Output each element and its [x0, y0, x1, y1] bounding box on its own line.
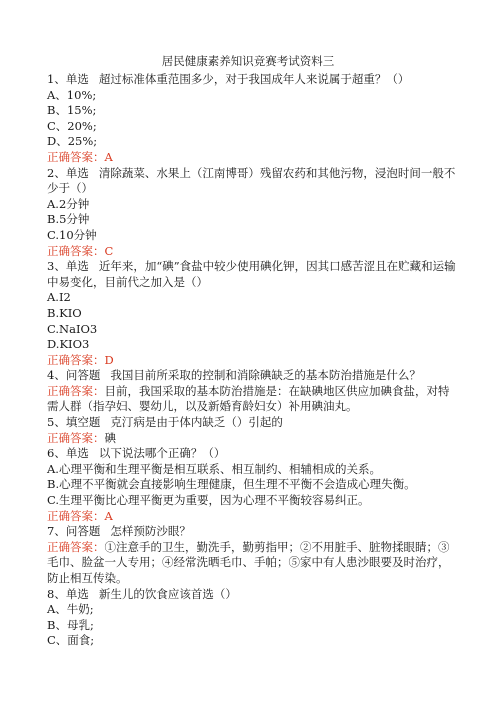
option: C、20%; — [47, 118, 97, 133]
question-text: 新生儿的饮食应该首选（） — [98, 586, 237, 601]
option: A.2分钟 — [47, 196, 90, 211]
option: C.10分钟 — [47, 227, 97, 242]
option: A.心理平衡和生理平衡是相互联系、相互制约、相辅相成的关系。 — [47, 461, 381, 476]
question-type: 6、单选 — [47, 446, 89, 461]
question-text: 我国目前所采取的控制和消除碘缺乏的基本防治措施是什么？ — [110, 368, 421, 383]
question-type: 2、单选 — [47, 165, 89, 180]
question-text: 超过标准体重范围多少，对于我国成年人来说属于超重？（） — [98, 72, 410, 86]
answer-label: 正确答案： — [47, 539, 105, 554]
question-text: 近年来，加“碘”食盐中较少使用碘化钾，因其口感苦涩且在贮藏和运输中易变化，目前代之加入是（） — [47, 259, 456, 289]
question-7 — [47, 524, 457, 540]
option: D.KIO3 — [47, 337, 90, 352]
answer-value: A — [104, 508, 113, 523]
answer-label: 正确答案： — [47, 243, 105, 258]
question-6 — [47, 446, 457, 462]
answer-line — [47, 540, 457, 587]
option: B、15%; — [47, 103, 97, 118]
option: D、25%; — [47, 134, 98, 149]
question-text: 清除蔬菜、水果上（江南博哥）残留农药和其他污物，浸泡时间一般不少于（） — [47, 165, 456, 196]
answer-label: 正确答案： — [47, 508, 105, 523]
answer-line — [47, 150, 457, 166]
question-text: 以下说法哪个正确？（） — [98, 446, 226, 461]
question-type: 5、填空题 — [47, 415, 101, 430]
answer-line — [47, 509, 457, 525]
option: B.心理不平衡就会直接影响生理健康，但生理不平衡不会造成心理失衡。 — [47, 477, 416, 492]
option: B.5分钟 — [47, 212, 90, 227]
question-3 — [47, 259, 457, 290]
option: A.I2 — [47, 290, 71, 305]
answer-value: 目前，我国采取的基本防治措施是：在缺碘地区供应加碘食盐，对特需人群（指孕妇、婴幼儿，以及新婚育龄妇女）补用碘油丸。 — [47, 383, 450, 414]
option: C.生理平衡比心理平衡更为重要，因为心理不平衡较容易纠正。 — [47, 493, 370, 508]
question-type: 7、问答题 — [47, 524, 101, 539]
answer-label: 正确答案： — [47, 149, 105, 164]
answer-label: 正确答案： — [47, 383, 105, 398]
question-5 — [47, 415, 457, 431]
answer-label: 正确答案： — [47, 430, 105, 445]
question-type: 3、单选 — [47, 259, 89, 274]
question-1 — [47, 72, 457, 88]
answer-value: D — [104, 352, 114, 367]
answer-line — [47, 431, 457, 447]
question-type: 1、单选 — [47, 72, 89, 86]
question-type: 8、单选 — [47, 586, 89, 601]
option: C、面食; — [47, 633, 95, 648]
answer-value: 碘 — [104, 430, 116, 445]
question-type: 4、问答题 — [47, 368, 101, 383]
document-content — [47, 72, 457, 649]
question-2 — [47, 166, 457, 197]
answer-line — [47, 353, 457, 369]
option: B.KIO — [47, 305, 82, 320]
question-4 — [47, 368, 457, 384]
option: A、10%; — [47, 87, 97, 102]
answer-value: C — [104, 243, 114, 258]
option: C.NaIO3 — [47, 321, 98, 336]
question-8 — [47, 587, 457, 603]
question-text: 怎样预防沙眼？ — [110, 524, 191, 539]
answer-value: ①注意手的卫生，勤洗手，勤剪指甲；②不用脏手、脏物揉眼睛；③毛巾、脸盆一人专用；④经常洗晒毛巾、手帕；⑤家中有人患沙眼要及时治疗，防止相互传染。 — [47, 539, 450, 585]
question-text: 克汀病是由于体内缺乏（）引起的 — [110, 415, 283, 430]
option: B、母乳; — [47, 617, 94, 632]
document-title: 居民健康素养知识竞赛考试资料三 — [161, 54, 335, 68]
answer-label: 正确答案： — [47, 352, 105, 367]
answer-value: A — [104, 149, 113, 164]
option: A、牛奶; — [47, 602, 94, 617]
answer-line — [47, 244, 457, 260]
answer-line — [47, 384, 457, 415]
